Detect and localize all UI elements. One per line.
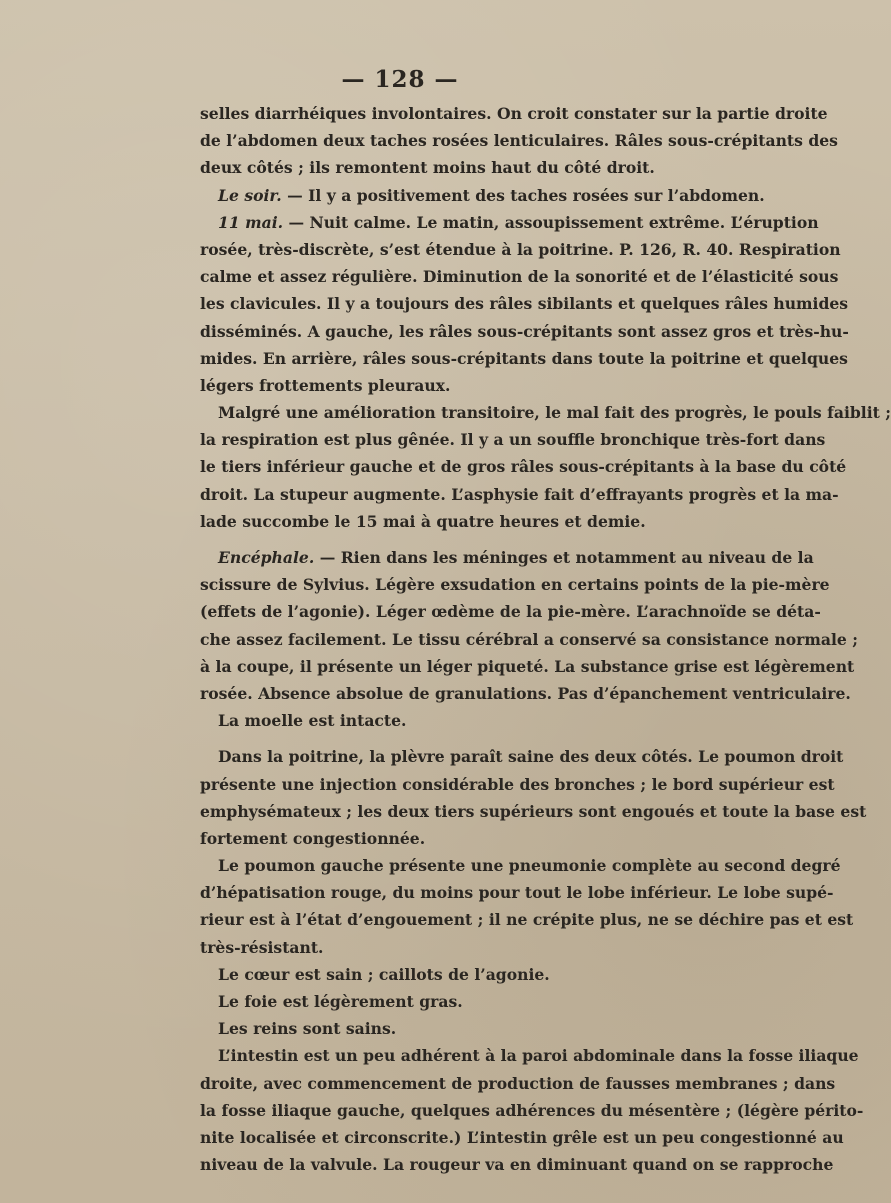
text-line (200, 680, 851, 707)
text-line (200, 1070, 836, 1097)
line-text: scissure de Sylvius. Légère exsudation en certains points de la pie-mère (200, 575, 830, 595)
paragraph-gap (200, 535, 772, 544)
paragraph-gap (200, 734, 772, 743)
text-line (200, 825, 772, 852)
text-line (200, 236, 841, 263)
text-line (200, 209, 819, 236)
text-line (200, 127, 838, 154)
line-text: droite, avec commencement de production de fausses membranes ; dans (200, 1073, 836, 1093)
text-line (200, 1042, 859, 1069)
line-text: L’intestin est un peu adhérent à la paroi abdominale dans la fosse iliaque (218, 1046, 859, 1066)
text-line (200, 934, 772, 961)
line-text: calme et assez régulière. Diminution de la sonorité et de l’élasticité sous (200, 267, 839, 287)
line-text: deux côtés ; ils remontent moins haut du côté droit. (200, 158, 655, 178)
text-line (200, 961, 772, 988)
line-text: à la coupe, il présente un léger piqueté. La substance grise est légèrement (200, 656, 855, 676)
text-line (200, 1124, 844, 1151)
line-text: lade succombe le 15 mai à quatre heures et demie. (200, 511, 646, 531)
text-line (200, 263, 839, 290)
line-text: la fosse iliaque gauche, quelques adhérences du mésentère ; (légère périto- (200, 1100, 864, 1120)
italic-heading: Encéphale. (218, 548, 315, 567)
line-text: Les reins sont sains. (218, 1019, 397, 1039)
line-text: Dans la poitrine, la plèvre paraît saine des deux côtés. Le poumon droit (218, 747, 844, 767)
line-text: che assez facilement. Le tissu cérébral a conservé sa consistance normale ; (200, 629, 859, 649)
line-text: la respiration est plus gênée. Il y a un souffle bronchique très-fort dans (200, 430, 826, 450)
text-line (200, 653, 855, 680)
text-line (200, 771, 835, 798)
line-text: très-résistant. (200, 937, 324, 957)
text-line (200, 426, 826, 453)
text-line (200, 372, 772, 399)
line-text: Le cœur est sain ; caillots de l’agonie. (218, 964, 550, 984)
text-line (200, 182, 772, 209)
text-line (200, 906, 854, 933)
text-line (200, 318, 849, 345)
line-text: mides. En arrière, râles sous-crépitants dans toute la poitrine et quelques (200, 348, 848, 368)
text-line (200, 1097, 864, 1124)
line-text: fortement congestionnée. (200, 828, 426, 848)
line-text: disséminés. A gauche, les râles sous-crépitants sont assez gros et très-hu- (200, 321, 849, 341)
line-text: rosée, très-discrète, s’est étendue à la poitrine. P. 126, R. 40. Respiration (200, 239, 841, 259)
line-text: présente une injection considérable des bronches ; le bord supérieur est (200, 774, 835, 794)
text-line (200, 707, 772, 734)
text-line (200, 1151, 834, 1178)
text-line (200, 154, 772, 181)
line-text: rosée. Absence absolue de granulations. Pas d’épanchement ventriculaire. (200, 683, 851, 703)
line-text: nite localisée et circonscrite.) L’intestin grêle est un peu congestionné au (200, 1127, 844, 1147)
text-line (200, 879, 834, 906)
line-text: niveau de la valvule. La rougeur va en diminuant quand on se rapproche (200, 1155, 834, 1175)
text-line (200, 290, 849, 317)
line-text: Malgré une amélioration transitoire, le mal fait des progrès, le pouls faiblit ; (218, 403, 891, 423)
text-line (200, 100, 828, 127)
text-line (200, 544, 814, 571)
body-text (200, 100, 891, 1178)
line-text: selles diarrhéiques involontaires. On croit constater sur la partie droite (200, 104, 828, 123)
line-text: de l’abdomen deux taches rosées lenticulaires. Râles sous-crépitants des (200, 131, 838, 151)
line-text: — Nuit calme. Le matin, assoupissement extrême. L’éruption (283, 212, 819, 232)
text-line (200, 571, 830, 598)
line-text: Le foie est légèrement gras. (218, 992, 463, 1011)
text-line (200, 453, 847, 480)
line-text: Le poumon gauche présente une pneumonie complète au second degré (218, 856, 841, 876)
line-text: — Il y a positivement des taches rosées sur l’abdomen. (281, 185, 765, 205)
text-line (200, 598, 821, 625)
line-text: rieur est à l’état d’engouement ; il ne crépite plus, ne se déchire pas et est (200, 910, 854, 930)
text-line (200, 345, 848, 372)
line-text: légers frottements pleuraux. (200, 375, 451, 395)
italic-heading: Le soir. (218, 185, 282, 205)
line-text: droit. La stupeur augmente. L’asphysie fait d’effrayants progrès et la ma- (200, 484, 839, 504)
italic-heading: 11 mai. (218, 212, 284, 232)
text-line (200, 852, 841, 879)
text-line (200, 798, 867, 825)
text-line (200, 743, 844, 770)
page-number: — 128 — (341, 66, 459, 93)
text-line (200, 1015, 772, 1042)
line-text: le tiers inférieur gauche et de gros râles sous-crépitants à la base du côté (200, 457, 847, 477)
text-line (200, 988, 772, 1015)
line-text: — Rien dans les méninges et notamment au niveau de la (314, 548, 814, 567)
line-text: d’hépatisation rouge, du moins pour tout le lobe inférieur. Le lobe supé- (200, 883, 834, 903)
text-line (200, 481, 839, 508)
line-text: emphysémateux ; les deux tiers supérieurs sont engoués et toute la base est (200, 801, 867, 821)
line-text: les clavicules. Il y a toujours des râles sibilants et quelques râles humides (200, 294, 849, 314)
text-line (200, 508, 772, 535)
text-line (200, 399, 891, 426)
line-text: La moelle est intacte. (218, 711, 407, 731)
text-line (200, 626, 859, 653)
line-text: (effets de l’agonie). Léger œdème de la pie-mère. L’arachnoïde se déta- (200, 602, 821, 622)
